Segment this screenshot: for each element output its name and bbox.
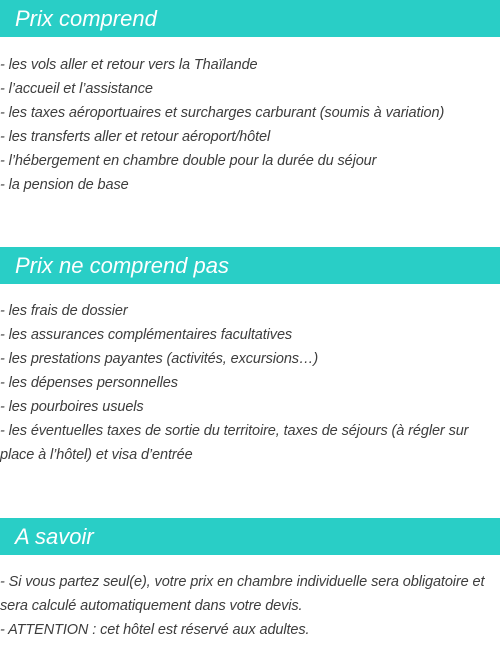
price-includes-heading: Prix comprend: [0, 0, 500, 37]
list-item: - l’accueil et l’assistance: [0, 81, 153, 97]
list-item: - les transferts aller et retour aéroport/hôtel: [0, 129, 271, 145]
good-to-know-heading: A savoir: [0, 518, 500, 555]
list-item: - la pension de base: [0, 177, 129, 193]
list-item: - les assurances complémentaires facultatives: [0, 327, 293, 343]
list-item: - les vols aller et retour vers la Thaïlande: [0, 57, 258, 73]
price-excludes-heading: Prix ne comprend pas: [0, 247, 500, 284]
list-item: - les dépenses personnelles: [0, 375, 178, 391]
price-includes-list: [0, 53, 500, 197]
good-to-know-section: [0, 518, 500, 642]
price-includes-section: [0, 0, 500, 197]
list-item: - les prestations payantes (activités, excursions…): [0, 351, 319, 367]
list-item: - les pourboires usuels: [0, 399, 144, 415]
list-item: - Si vous partez seul(e), votre prix en chambre individuelle sera obligatoire et sera calculé automatiquement dans votre devis.: [0, 574, 485, 614]
price-excludes-list: [0, 299, 500, 467]
list-item: - l’hébergement en chambre double pour la durée du séjour: [0, 153, 377, 169]
list-item: - ATTENTION : cet hôtel est réservé aux adultes.: [0, 622, 310, 638]
price-excludes-section: [0, 247, 500, 467]
good-to-know-list: [0, 570, 500, 642]
list-item: - les taxes aéroportuaires et surcharges carburant (soumis à variation): [0, 105, 445, 121]
list-item: - les éventuelles taxes de sortie du territoire, taxes de séjours (à régler sur place à l’hôtel) et visa d’entrée: [0, 423, 469, 463]
list-item: - les frais de dossier: [0, 303, 128, 319]
